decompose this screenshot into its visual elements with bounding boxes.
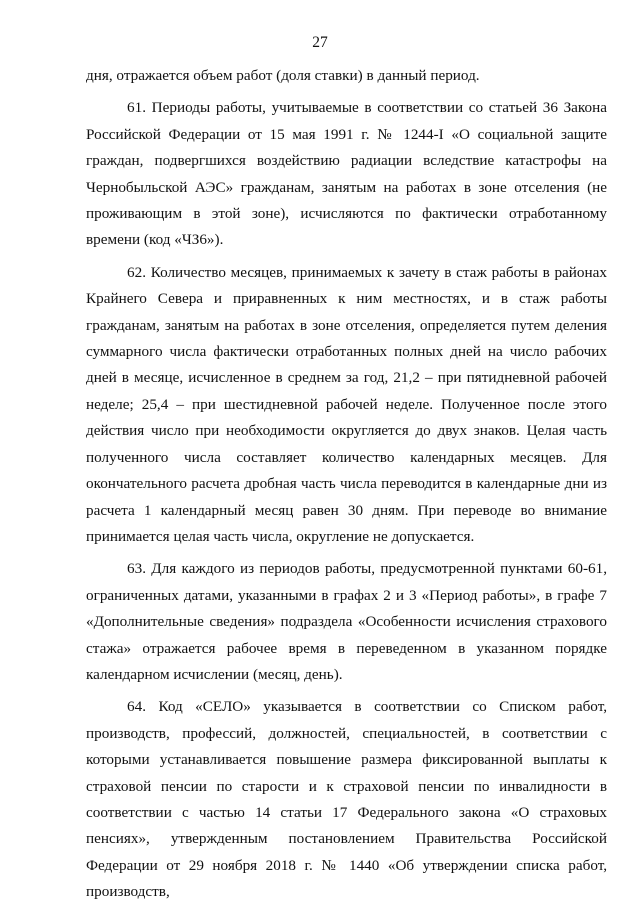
paragraph-64: 64. Код «СЕЛО» указывается в соответствии со Списком работ, производств, профессий, должностей, специальностей, в соответствии с которыми устанавливается повышение размера фиксированной выплаты к страховой пенсии по старости и к страховой пенсии по инвалидности в соответствии с частью 14 статьи 17 Федерального закона «О страховых пенсиях», утвержденным постановлением Правительства Российской Федерации от 29 ноября 2018 г. № 1440 «Об утверждении списка работ, производств, (86, 698, 607, 901)
document-body (86, 63, 607, 912)
page-number: 27 (312, 34, 328, 51)
paragraph-61: 61. Периоды работы, учитываемые в соответствии со статьей 36 Закона Российской Федерации от 15 мая 1991 г. № 1244-I «О социальной защите граждан, подвергшихся воздействию радиации вследствие катастрофы на Чернобыльской АЭС» гражданам, занятым на работах в зоне отселения (не проживающим в этой зоне), исчисляются по фактически отработанному времени (код «ЧЗ6»). (86, 99, 607, 249)
paragraph-63: 63. Для каждого из периодов работы, предусмотренной пунктами 60-61, ограниченных датами, указанными в графах 2 и 3 «Период работы», в графе 7 «Дополнительные сведения» подраздела «Особенности исчисления страхового стажа» отражается рабочее время в переведенном в указанном порядке календарном исчислении (месяц, день). (86, 560, 607, 683)
paragraph-continuation: дня, отражается объем работ (доля ставки) в данный период. (86, 67, 480, 84)
paragraph-62: 62. Количество месяцев, принимаемых к зачету в стаж работы в районах Крайнего Севера и приравненных к ним местностях, и в стаж работы гражданам, занятым на работах в зоне отселения, определяется путем деления суммарного числа фактически отработанных полных дней на число рабочих дней в месяце, исчисленное в среднем за год, 21,2 – при пятидневной рабочей неделе; 25,4 – при шестидневной рабочей неделе. Полученное после этого действия число при необходимости округляется до двух знаков. Целая часть полученного числа составляет количество календарных месяцев. Для окончательного расчета дробная часть числа переводится в календарные дни из расчета 1 календарный месяц равен 30 дням. При переводе во внимание принимается целая часть числа, округление не допускается. (86, 263, 607, 545)
